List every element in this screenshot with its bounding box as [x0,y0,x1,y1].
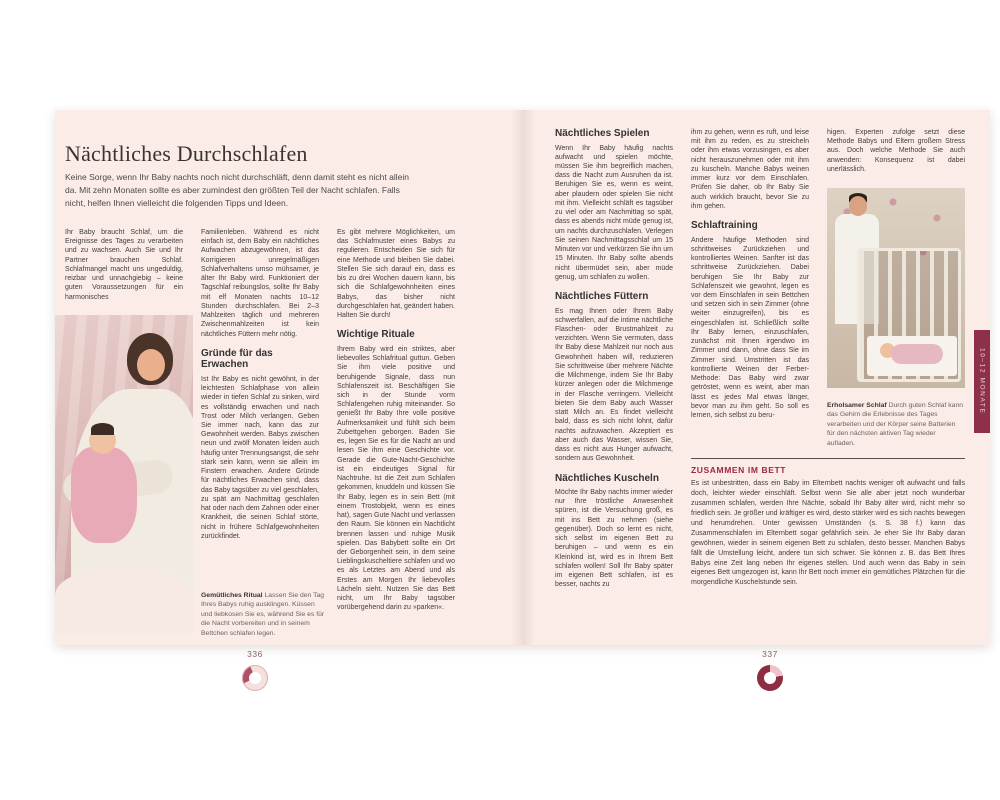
section-heading-schlaftraining: Schlaftraining [691,220,758,232]
progress-wheel-icon [757,665,783,691]
left-column-2 [201,228,319,580]
paragraph: Ist Ihr Baby es nicht gewöhnt, in der leichtesten Schlafphase von allein wieder in tiefen Schlaf zu sinken, wird es vollständig erwachen und nach Trost oder Milch verlangen. Geben Sie immer nach, kann das zur Gewohnheit werden. Babys zwischen neun und zwölf Monaten leiden auch häufig unter Trennungsangst, die sehr stark sein kann, wenn sie allein im Finstern erwachen. Andere Gründe für nächtliches Erwachen sind, dass das Baby tagsüber zu viel geschlafen, zu spät am Nachmittag geschlafen hat oder nach dem Zahnen oder einer Krankheit, die seinen Schlaf störte, nicht in frühere Schlafgewohnheiten zurückfindet. [201,375,319,540]
adult-head [849,196,867,216]
book-spread [55,110,990,645]
photo-crib-sleep [827,188,965,388]
photo-caption-right [827,401,965,449]
paragraph: Wenn Ihr Baby häufig nachts aufwacht und spielen möchte, müssen Sie ihm begreiflich machen, dass die Nacht zum Ausruhen da ist. Beruhigen Sie es, wenn es weint, aber plaudern oder spielen Sie nicht mit ihm. Vielleicht schläft es tagsüber zu viel oder am Nachmittag so spät, dass es abends nicht müde genug ist, um nachts durchzuschlafen. Verlegen Sie seinen Nachmittagsschlaf um 15 Minuten vor und verkürzen Sie ihn um 15 Minuten. Ihr Baby sollte abends nicht übermüdet sein, aber müde genug, um schlafen zu wollen. [555,144,673,281]
folio-left [225,649,285,691]
photo-mother-baby [55,315,193,635]
left-column-3 [337,228,455,630]
paragraph: Andere häufige Methoden sind schrittweises Zurückziehen und kontrolliertes Weinen. Sanfter ist das schrittweise Zurückziehen. Dabei beruhigen Sie Ihr Baby zur Schlafenszeit wie gewohnt, legen es vor dem Einschlafen in sein Bettchen und setzen sich in sein Zimmer (ohne weiter einzugreifen), bis es eingeschlafen ist. Schließlich sollte Ihr Baby lernen, einzuschlafen, zunächst mit Ihnen irgendwo im Zimmer und dann, ohne dass Sie im Zimmer sind. Umstritten ist das kontrollierte Weinen der Ferber-Methode: Das Baby wird zwar getröstet, wenn es weint, aber man lässt es jedes Mal etwas länger, bevor man zu ihm geht. So soll es lernen, sich selbst zu beru- [691,236,809,420]
paragraph: Es gibt mehrere Möglichkeiten, um das Schlafmuster eines Babys zu regulieren. Entscheiden Sie sich für eine Methode und bleiben Sie dabei. Stellen Sie sich darauf ein, dass es bis zu drei Wochen dauern kann, bis sich die Schlafgewohnheiten eines Babys, das bisher nicht durchgeschlafen hat, geändert haben. Halten Sie durch! [337,229,455,320]
section-heading-spielen: Nächtliches Spielen [555,128,650,139]
chapter-side-tab [974,330,990,433]
section-heading-rituale: Wichtige Rituale [337,329,415,341]
paragraph: Ihrem Baby wird ein striktes, aber liebevolles Schlafritual guttun. Geben Sie ihm viele positive und beruhigende Signale, dass nun Schlafenszeit ist. Beschäftigen Sie sich in der Stunde vorm Schlafengehen ruhig miteinander. So genießt Ihr Baby Ihre volle positive Aufmerksamkeit und fühlt sich beim Zubettgehen geborgen. Baden Sie es, legen Sie es für die Nacht an und lesen Sie ihm eine Geschichte vor. Gerade die Gute-Nacht-Geschichte ist ein eindeutiges Signal für Nachtruhe. Ist die Zeit zum Schlafen gekommen, knuddeln und küssen Sie Ihr Baby, legen es in sein Bett (mit einem Trostobjekt, wenn es eines hat), sagen Gute Nacht und verlassen den Raum. Sie können ein Nachtlicht brennen lassen und ruhige Musik spielen. Das Babybett sollte ein Ort der Geborgenheit sein, in dem seine Lieblingskuscheltiere schlafen und wo es als Letztes am Abend und als Erstes am Morgen Ihr liebevolles Lächeln sieht. Nutzen Sie das Bett nicht, um Ihr Baby tagsüber vorübergehend darin zu »parken«. [337,345,455,612]
paragraph: Familienleben. Während es nicht einfach ist, dem Baby ein nächtliches Aufwachen abzugewöhnen, ist das Korrigieren unregelmäßigen Schlafverhaltens umso mühsamer, je älter Ihr Baby wird. Funktioniert der Tagschlaf reibungslos, sollte Ihr Baby mit elf Monaten nachts 10–12 Stunden durchschlafen. Bei 2–3 Mahlzeiten täglich und mehreren Zwischenmahlzeiten ist kein nächtliches Füttern mehr nötig. [201,229,319,338]
page-number-right: 337 [762,649,778,659]
caption-body: Lassen Sie den Tag Ihres Babys ruhig ausklingen. Küssen und liebkosen Sie es, während Sie es für die Nacht vorbereiten und in seinem Bettchen schlafen legen. [201,591,325,637]
paragraph: ihm zu gehen, wenn es ruft, und leise mit ihm zu reden, es zu streicheln oder ihm etwas vorzusingen, es aber nicht herauszunehmen oder mit ihm zu kuscheln. Manche Babys weinen immer kurz vor dem Einschlafen. Prüfen Sie daher, ob Ihr Baby Sie auch wirklich braucht, bevor Sie zu ihm gehen. [691,129,809,210]
paragraph: Möchte Ihr Baby nachts immer wieder nur Ihre tröstliche Anwesenheit spüren, ist die Versuchung groß, es mit ins Bett zu nehmen (siehe gegenüber). Doch so lernt es nicht, sich selbst im eigenen Bett zu beruhigen – und wenn es ein Kleinkind ist, wird es in Ihrem Bett schlafen wollen! Soll Ihr Baby später im eigenen Bett schlafen, ist es besser, nachts zu [555,489,673,589]
info-box-text: Es ist unbestritten, dass ein Baby im Elternbett nachts weniger oft aufwacht und falls doch, leichter wieder einschläft. Selbst wenn Sie alle aber jetzt noch wunderbar zusammen schlafen, werden Ihre Nächte, sobald Ihr Baby älter wird, nicht mehr so friedlich sein. Je größer und kräftiger es wird, desto stärker wird es sich nachts bewegen und herumdrehen. Unter gewissen Umständen (s. S. 38 f.) kann das Zusammenschlafen im Elternbett sogar gefährlich sein. Je eher Sie Ihr Baby daran gewöhnen, wieder in seinem eigenen Bett zu schlafen, desto besser. Manchen Babys fällt die Umstellung leicht, andere tun sich schwer. Sie können z. B. das Bett Ihres Babys eine Zeit lang neben Ihr eigenes stellen. Und auch wenn das Baby in sein eigenes Bett umgezogen ist, kann Ihr Bett noch immer ein gemütliches Plätzchen für die morgendliche Kuschelstunde sein. [691,480,965,587]
mother-face [137,349,165,381]
chapter-intro: Keine Sorge, wenn Ihr Baby nachts noch nicht durchschläft, denn damit steht es nicht allein da. Mit zehn Monaten sollte es aber zumindest den größten Teil der Nacht schlafen. Falls nicht, helfen Ihnen vielleicht die folgenden Tipps und Ideen. [65,171,409,208]
paragraph: Es mag Ihnen oder Ihrem Baby schwerfallen, auf die intime nächtliche Flaschen- oder Brustmahlzeit zu verzichten. Wenn Sie vermuten, dass Ihr Baby diese Mahlzeit nur noch aus Gewohnheit haben will, reduzieren Sie schrittweise über mehrere Nächte die Milchmenge, indem Sie Ihr Baby kürzer anlegen oder die Milchmenge in der Flasche verringern. Vielleicht bieten Sie dem Baby auch Wasser statt Milch an. Es findet vielleicht bald, dass es sich nicht lohnt, dafür nachts aufzuwachen. Akzeptiert es aber auch das Wasser, wissen Sie, dass es nicht aus Hunger aufwacht, sondern aus Gewohnheit. [555,307,673,463]
left-column-1: Ihr Baby braucht Schlaf, um die Ereignisse des Tages zu verarbeiten und zu wachsen. Auch Sie und Ihr Partner brauchen Schlaf. Schlafmangel macht uns ungeduldig, reizbar und unnachgiebig – keine guten Voraussetzungen für ein harmonisches [65,229,183,301]
caption-lead: Gemütliches Ritual [201,591,263,599]
right-column-3-continuation: higen. Experten zufolge setzt diese Methode Babys und Eltern großem Stress aus. Doch welche Methode Sie auch anwenden: Konsequenz ist dabei unerlässlich. [827,129,965,173]
section-heading-fuettern: Nächtliches Füttern [555,291,649,303]
progress-wheel-icon [242,665,268,691]
caption-body: Durch guten Schlaf kann das Gehirn die Erlebnisse des Tages verarbeiten und der Körper seine Batterien für den nächsten aktiven Tag wieder aufladen. [827,401,964,447]
right-column-1 [555,128,673,640]
page-left [55,110,523,645]
page-number-left: 336 [247,649,263,659]
caption-lead: Erholsamer Schlaf [827,401,887,409]
photo-caption-left [201,591,325,639]
info-box-zusammen-im-bett [691,458,965,588]
right-column-2 [691,128,809,454]
info-box-heading: ZUSAMMEN IM BETT [691,465,787,475]
sleeping-baby-body [891,344,943,364]
side-tab-label: 10–12 MONATE [978,348,986,415]
baby-figure [71,447,137,543]
page-right [523,110,990,645]
blanket [55,569,193,635]
baby-hair [91,423,114,435]
folio-right [740,649,800,691]
section-heading-kuscheln: Nächtliches Kuscheln [555,472,659,484]
chapter-title: Nächtliches Durchschlafen [65,140,308,166]
section-heading-erwachen: Gründe für das Erwachen [201,347,273,371]
